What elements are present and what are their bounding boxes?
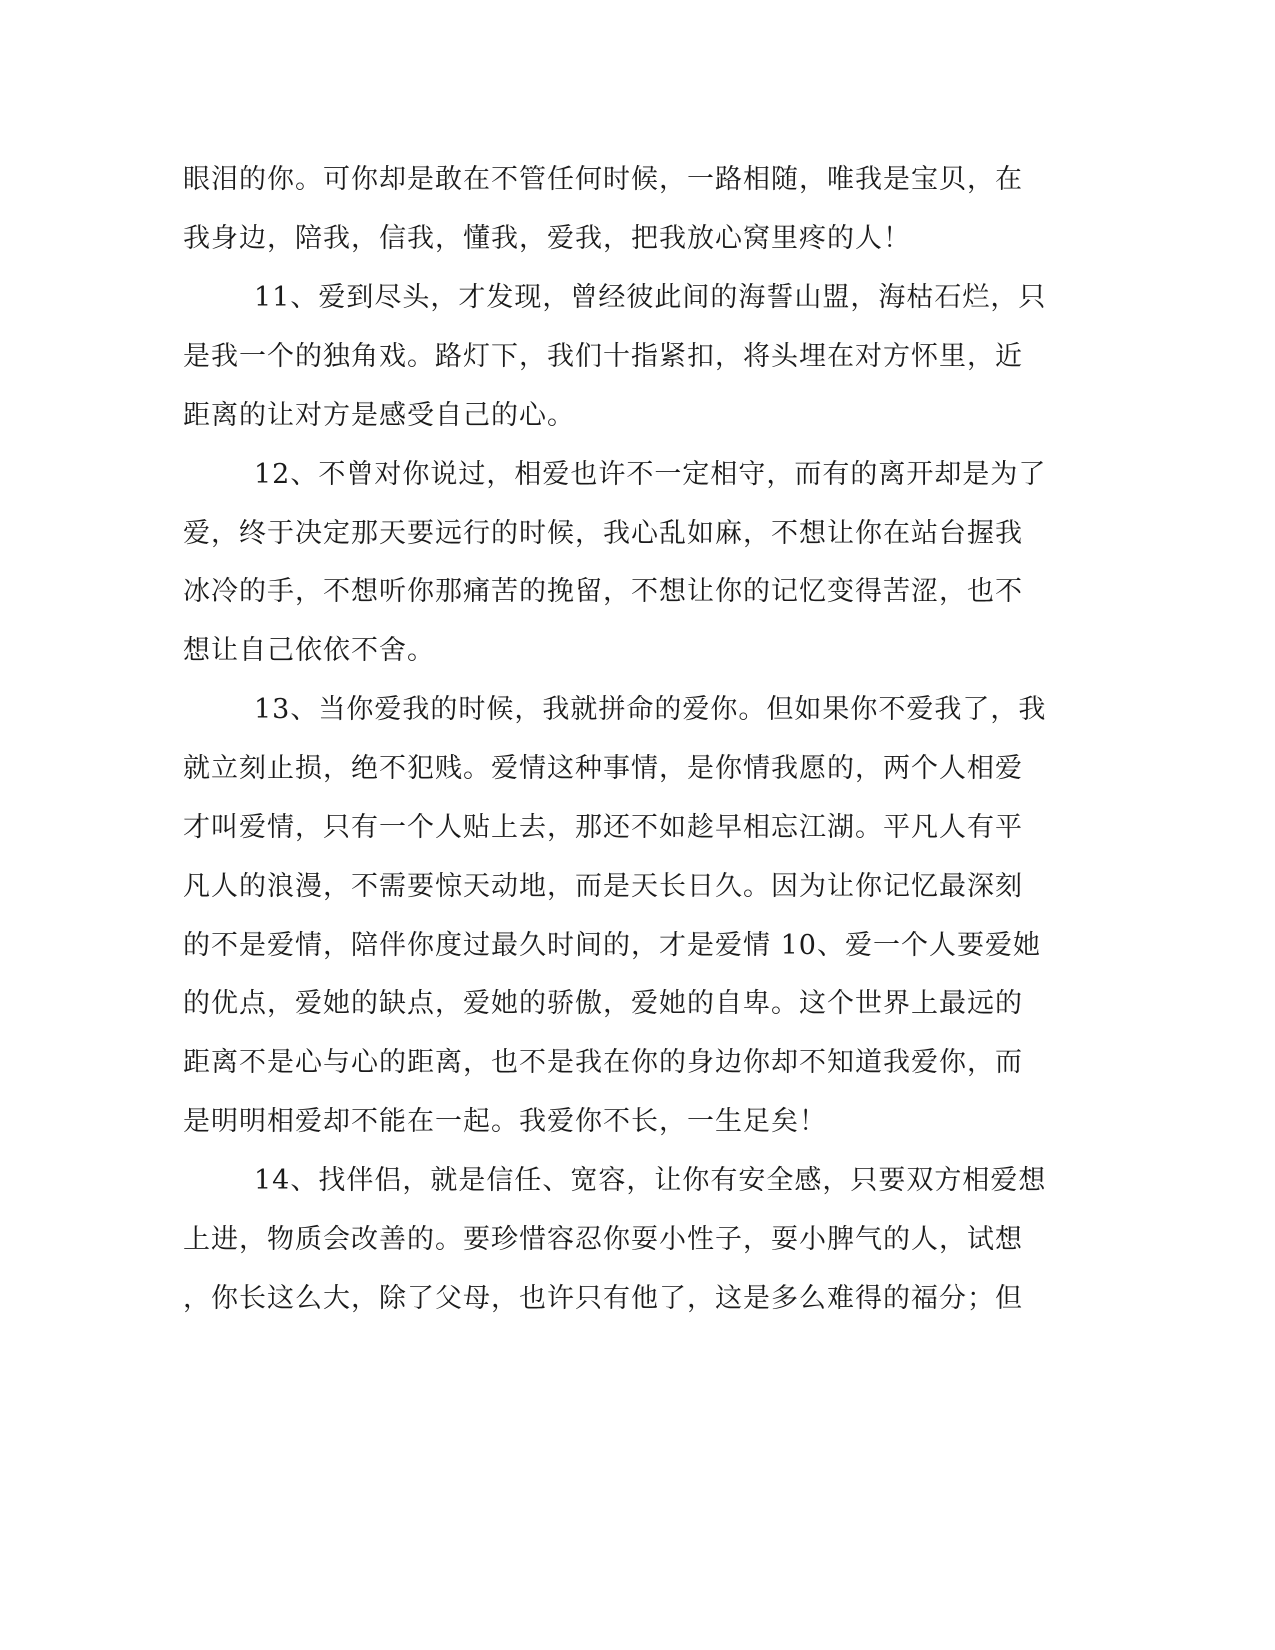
text-line: 我身边，陪我，信我，懂我，爱我，把我放心窝里疼的人！ — [183, 223, 911, 254]
paragraph-11-first-line: 11、爱到尽头，才发现，曾经彼此间的海誓山盟，海枯石烂，只 — [254, 282, 1047, 313]
text-line: 是明明相爱却不能在一起。我爱你不长，一生足矣！ — [183, 1106, 827, 1137]
text-line: 的优点，爱她的缺点，爱她的骄傲，爱她的自卑。这个世界上最远的 — [183, 988, 1023, 1019]
text-line: 距离的让对方是感受自己的心。 — [183, 400, 575, 431]
paragraph-12-first-line: 12、不曾对你说过，相爱也许不一定相守，而有的离开却是为了 — [254, 459, 1047, 490]
text-line: ，你长这么大，除了父母，也许只有他了，这是多么难得的福分；但 — [183, 1283, 1023, 1314]
text-line: 上进，物质会改善的。要珍惜容忍你耍小性子，耍小脾气的人，试想 — [183, 1224, 1023, 1255]
text-line: 就立刻止损，绝不犯贱。爱情这种事情，是你情我愿的，两个人相爱 — [183, 753, 1023, 784]
text-line: 爱，终于决定那天要远行的时候，我心乱如麻，不想让你在站台握我 — [183, 518, 1023, 549]
text-line: 距离不是心与心的距离，也不是我在你的身边你却不知道我爱你，而 — [183, 1047, 1023, 1078]
text-line: 的不是爱情，陪伴你度过最久时间的，才是爱情 10、爱一个人要爱她 — [183, 930, 1041, 961]
paragraph-13-first-line: 13、当你爱我的时候，我就拼命的爱你。但如果你不爱我了，我 — [254, 694, 1047, 725]
text-line: 冰冷的手，不想听你那痛苦的挽留，不想让你的记忆变得苦涩，也不 — [183, 576, 1023, 607]
text-line: 眼泪的你。可你却是敢在不管任何时候，一路相随，唯我是宝贝，在 — [183, 164, 1023, 195]
paragraph-14-first-line: 14、找伴侣，就是信任、宽容，让你有安全感，只要双方相爱想 — [254, 1165, 1047, 1196]
text-line: 想让自己依依不舍。 — [183, 635, 435, 666]
text-line: 才叫爱情，只有一个人贴上去，那还不如趁早相忘江湖。平凡人有平 — [183, 812, 1023, 843]
text-line: 是我一个的独角戏。路灯下，我们十指紧扣，将头埋在对方怀里，近 — [183, 341, 1023, 372]
text-line: 凡人的浪漫，不需要惊天动地，而是天长日久。因为让你记忆最深刻 — [183, 871, 1023, 902]
